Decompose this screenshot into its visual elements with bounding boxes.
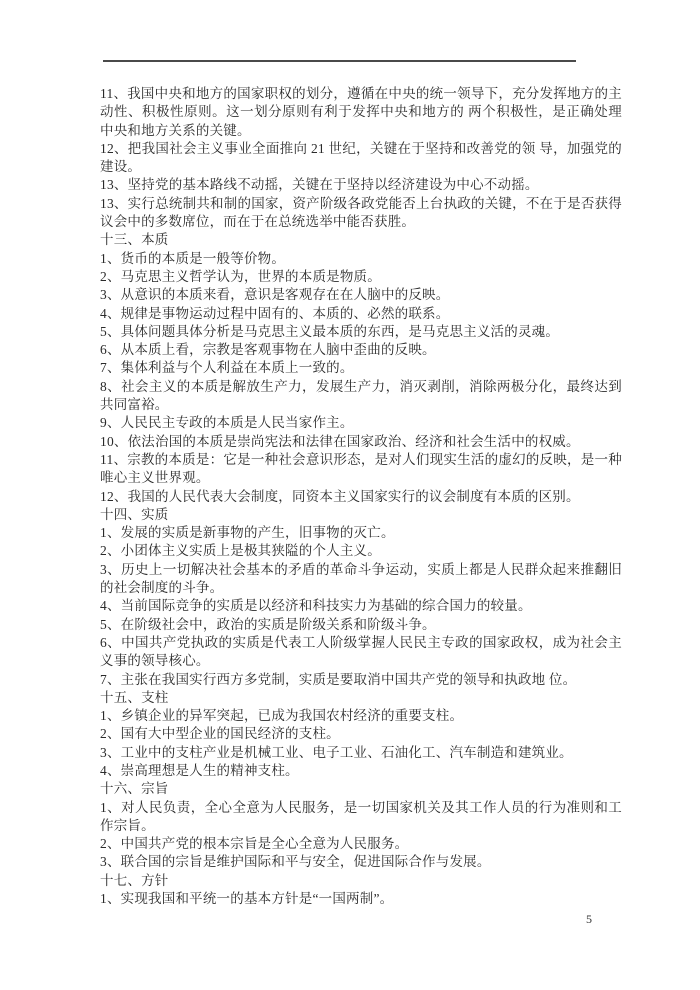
list-item: 5、在阶级社会中，政治的实质是阶级关系和阶级斗争。 (100, 616, 436, 632)
section-heading: 十七、方针 (100, 872, 169, 888)
list-item: 2、马克思主义哲学认为，世界的本质是物质。 (100, 268, 381, 284)
list-item: 1、货币的本质是一般等价物。 (100, 250, 286, 266)
section-heading: 十五、支柱 (100, 689, 169, 705)
list-item: 3、联合国的宗旨是维护国际和平与安全，促进国际合作与发展。 (100, 854, 491, 870)
list-item: 8、社会主义的本质是解放生产力，发展生产力，消灭剥削，消除两极分化，最终达到共同富裕。 (100, 378, 622, 413)
list-item: 6、中国共产党执政的实质是代表工人阶级掌握人民民主专政的国家政权，成为社会主义事的领导核心。 (100, 634, 622, 669)
list-item: 12、把我国社会主义事业全面推向 21 世纪，关键在于坚持和改善党的领 导，加强党的建设。 (100, 140, 622, 175)
list-item: 3、历史上一切解决社会基本的矛盾的革命斗争运动，实质上都是人民群众起来推翻旧的社会制度的斗争。 (100, 561, 622, 596)
section-heading: 十三、本质 (100, 232, 169, 248)
list-item: 1、发展的实质是新事物的产生，旧事物的灭亡。 (100, 525, 395, 541)
list-item: 11、宗教的本质是：它是一种社会意识形态，是对人们现实生活的虚幻的反映，是一种唯心主义世界观。 (100, 451, 622, 486)
list-item: 11、我国中央和地方的国家职权的划分，遵循在中央的统一领导下，充分发挥地方的主动性、积极性原则。这一划分原则有利于发挥中央和地方的 两个积极性，是正确处理中央和地方关系的关键。 (100, 86, 622, 138)
list-item: 13、实行总统制共和制的国家，资产阶级各政党能否上台执政的关键，不在于是否获得议会中的多数席位，而在于在总统选举中能否获胜。 (100, 195, 622, 230)
list-item: 1、实现我国和平统一的基本方针是“一国两制”。 (100, 891, 394, 907)
page-number: 5 (586, 912, 592, 926)
document-content (100, 85, 622, 908)
list-item: 1、乡镇企业的异军突起，已成为我国农村经济的重要支柱。 (100, 708, 464, 724)
list-item: 2、中国共产党的根本宗旨是全心全意为人民服务。 (100, 836, 409, 852)
list-item: 2、小团体主义实质上是极其狭隘的个人主义。 (100, 543, 381, 559)
list-item: 4、崇高理想是人生的精神支柱。 (100, 762, 299, 778)
header-rule (103, 60, 576, 62)
list-item: 5、具体问题具体分析是马克思主义最本质的东西，是马克思主义活的灵魂。 (100, 323, 560, 339)
section-heading: 十四、实质 (100, 506, 169, 522)
list-item: 9、人民民主专政的本质是人民当家作主。 (100, 415, 354, 431)
list-item: 2、国有大中型企业的国民经济的支柱。 (100, 726, 340, 742)
list-item: 4、规律是事物运动过程中固有的、本质的、必然的联系。 (100, 305, 450, 321)
list-item: 7、集体利益与个人利益在本质上一致的。 (100, 360, 354, 376)
list-item: 12、我国的人民代表大会制度，同资本主义国家实行的议会制度有本质的区别。 (100, 488, 580, 504)
list-item: 7、主张在我国实行西方多党制，实质是要取消中国共产党的领导和执政地 位。 (100, 671, 577, 687)
list-item: 4、当前国际竞争的实质是以经济和科技实力为基础的综合国力的较量。 (100, 598, 532, 614)
list-item: 3、从意识的本质来看，意识是客观存在在人脑中的反映。 (100, 287, 450, 303)
list-item: 1、对人民负责，全心全意为人民服务，是一切国家机关及其工作人员的行为准则和工作宗旨。 (100, 799, 622, 833)
list-item: 6、从本质上看，宗教是客观事物在人脑中歪曲的反映。 (100, 342, 436, 358)
list-item: 13、坚持党的基本路线不动摇，关键在于坚持以经济建设为中心不动摇。 (100, 177, 539, 193)
list-item: 10、依法治国的本质是崇尚宪法和法律在国家政治、经济和社会生活中的权威。 (100, 433, 580, 449)
list-item: 3、工业中的支柱产业是机械工业、电子工业、石油化工、汽车制造和建筑业。 (100, 744, 573, 760)
section-heading: 十六、宗旨 (100, 781, 169, 797)
